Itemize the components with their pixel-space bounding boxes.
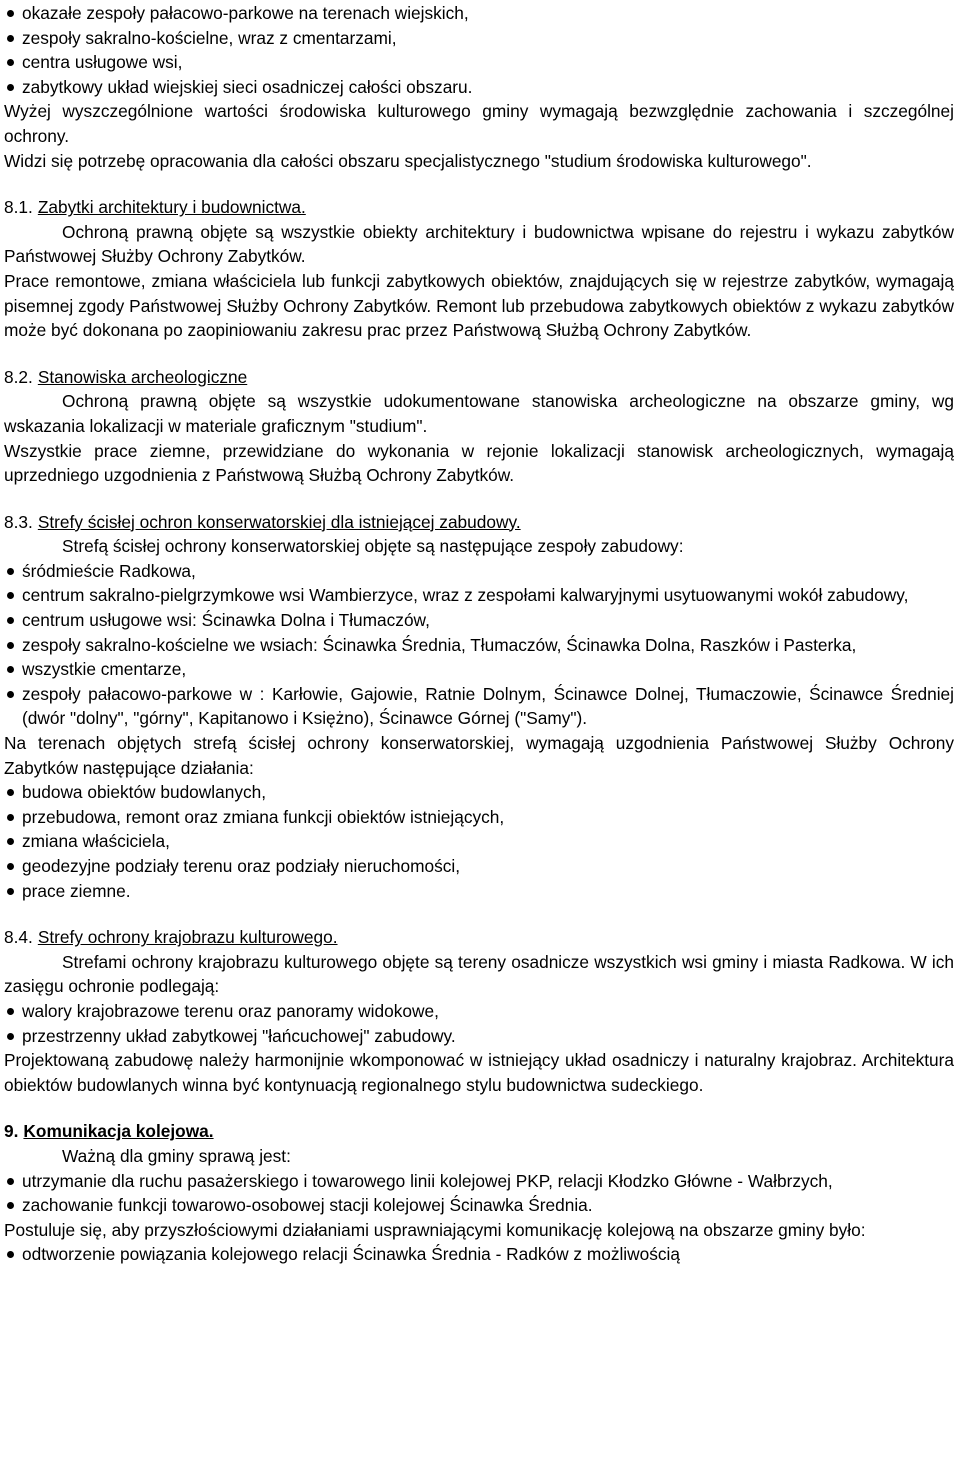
list-item: okazałe zespoły pałacowo-parkowe na terenach wiejskich,: [4, 1, 954, 26]
list-item: prace ziemne.: [4, 879, 954, 904]
list-item: wszystkie cmentarze,: [4, 657, 954, 682]
list-item: odtworzenie powiązania kolejowego relacji Ścinawka Średnia - Radków z możliwością: [4, 1242, 954, 1267]
section-heading-9: [4, 1119, 954, 1144]
list-item: przestrzenny układ zabytkowej "łańcuchowej" zabudowy.: [4, 1024, 954, 1049]
paragraph: Wyżej wyszczególnione wartości środowiska kulturowego gminy wymagają bezwzględnie zachowania i szczególnej ochrony.: [4, 101, 954, 146]
paragraph: Wszystkie prace ziemne, przewidziane do wykonania w rejonie lokalizacji stanowisk archeologicznych, wymagają uprzedniego uzgodnienia z Państwową Służbą Ochrony Zabytków.: [4, 440, 954, 486]
paragraph: Ochroną prawną objęte są wszystkie udokumentowane stanowiska archeologiczne na obszarze gminy, wg wskazania lokalizacji w materiale graficznym "studium".: [4, 391, 954, 436]
section-heading-8-3: [4, 510, 954, 535]
paragraph: Ważną dla gminy sprawą jest:: [62, 1145, 291, 1166]
section-heading-8-1: [4, 195, 954, 220]
list-item: zabytkowy układ wiejskiej sieci osadniczej całości obszaru.: [4, 75, 954, 100]
railway-priorities-list: [4, 1169, 954, 1218]
section-number: 8.4.: [4, 927, 33, 948]
required-actions-list: [4, 780, 954, 903]
paragraph: Strefami ochrony krajobrazu kulturowego objęte są tereny osadnicze wszystkich wsi gminy i miasta Radkowa. W ich zasięgu ochronie podlegają:: [4, 951, 954, 997]
list-item: zespoły sakralno-kościelne we wsiach: Ścinawka Średnia, Tłumaczów, Ścinawka Dolna, Raszków i Pasterka,: [4, 633, 954, 658]
section-number: 8.2.: [4, 366, 33, 387]
list-item: zmiana właściciela,: [4, 829, 954, 854]
section-title: Zabytki architektury i budownictwa.: [37, 197, 306, 218]
landscape-protection-list: [4, 999, 954, 1048]
section-title: Strefy ścisłej ochron konserwatorskiej dla istniejącej zabudowy.: [37, 511, 521, 532]
list-item: zespoły pałacowo-parkowe w : Karłowie, Gajowie, Ratnie Dolnym, Ścinawce Dolnej, Tłumaczowie, Ścinawce Średniej (dwór "dolny", "górny", Kapitanowo i Księżno), Ścinawce Górnej ("Samy").: [4, 682, 954, 731]
list-item: centrum usługowe wsi: Ścinawka Dolna i Tłumaczów,: [4, 608, 954, 633]
list-item: zachowanie funkcji towarowo-osobowej stacji kolejowej Ścinawka Średnia.: [4, 1193, 954, 1218]
protected-zones-list: [4, 559, 954, 731]
paragraph: Widzi się potrzebę opracowania dla całości obszaru specjalistycznego "studium środowiska kulturowego".: [4, 150, 812, 171]
section-number: 9.: [4, 1121, 19, 1142]
list-item: centrum sakralno-pielgrzymkowe wsi Wambierzyce, wraz z zespołami kalwaryjnymi usytuowanymi wokół zabudowy,: [4, 583, 954, 608]
list-item: centra usługowe wsi,: [4, 50, 954, 75]
paragraph: Na terenach objętych strefą ścisłej ochrony konserwatorskiej, wymagają uzgodnienia Państwowej Służby Ochrony Zabytków następujące działania:: [4, 733, 954, 778]
paragraph: Strefą ścisłej ochrony konserwatorskiej objęte są następujące zespoły zabudowy:: [62, 536, 684, 557]
list-item: geodezyjne podziały terenu oraz podziały nieruchomości,: [4, 854, 954, 879]
railway-postulates-list: [4, 1242, 954, 1267]
paragraph: Prace remontowe, zmiana właściciela lub funkcji zabytkowych obiektów, znajdujących się w rejestrze zabytków, wymagają pisemnej zgody Państwowej Służby Ochrony Zabytków. Remont lub przebudowa zabytkowych obiektów z wykazu zabytków może być dokonana po zaopiniowaniu zakresu prac przez Państwową Służbą Ochrony Zabytków.: [4, 270, 954, 341]
list-item: budowa obiektów budowlanych,: [4, 780, 954, 805]
paragraph: Projektowaną zabudowę należy harmonijnie wkomponować w istniejący układ osadniczy i naturalny krajobraz. Architektura obiektów budowlanych winna być kontynuacją regionalnego stylu budownictwa sudeckiego.: [4, 1050, 954, 1095]
paragraph: Ochroną prawną objęte są wszystkie obiekty architektury i budownictwa wpisane do rejestru i wykazu zabytków Państwowej Służby Ochrony Zabytków.: [4, 221, 954, 267]
section-title: Strefy ochrony krajobrazu kulturowego.: [37, 927, 338, 948]
section-title: Stanowiska archeologiczne: [37, 366, 248, 387]
paragraph: Postuluje się, aby przyszłościowymi działaniami usprawniającymi komunikację kolejową na obszarze gminy było:: [4, 1219, 866, 1240]
section-number: 8.1.: [4, 197, 33, 218]
section-number: 8.3.: [4, 511, 33, 532]
list-item: zespoły sakralno-kościelne, wraz z cmentarzami,: [4, 26, 954, 51]
list-item: przebudowa, remont oraz zmiana funkcji obiektów istniejących,: [4, 805, 954, 830]
intro-bullet-list: [4, 1, 954, 99]
list-item: utrzymanie dla ruchu pasażerskiego i towarowego linii kolejowej PKP, relacji Kłodzko Główne - Wałbrzych,: [4, 1169, 954, 1194]
list-item: walory krajobrazowe terenu oraz panoramy widokowe,: [4, 999, 954, 1024]
section-heading-8-4: [4, 925, 954, 950]
section-title: Komunikacja kolejowa.: [23, 1121, 214, 1142]
list-item: śródmieście Radkowa,: [4, 559, 954, 584]
section-heading-8-2: [4, 365, 954, 390]
